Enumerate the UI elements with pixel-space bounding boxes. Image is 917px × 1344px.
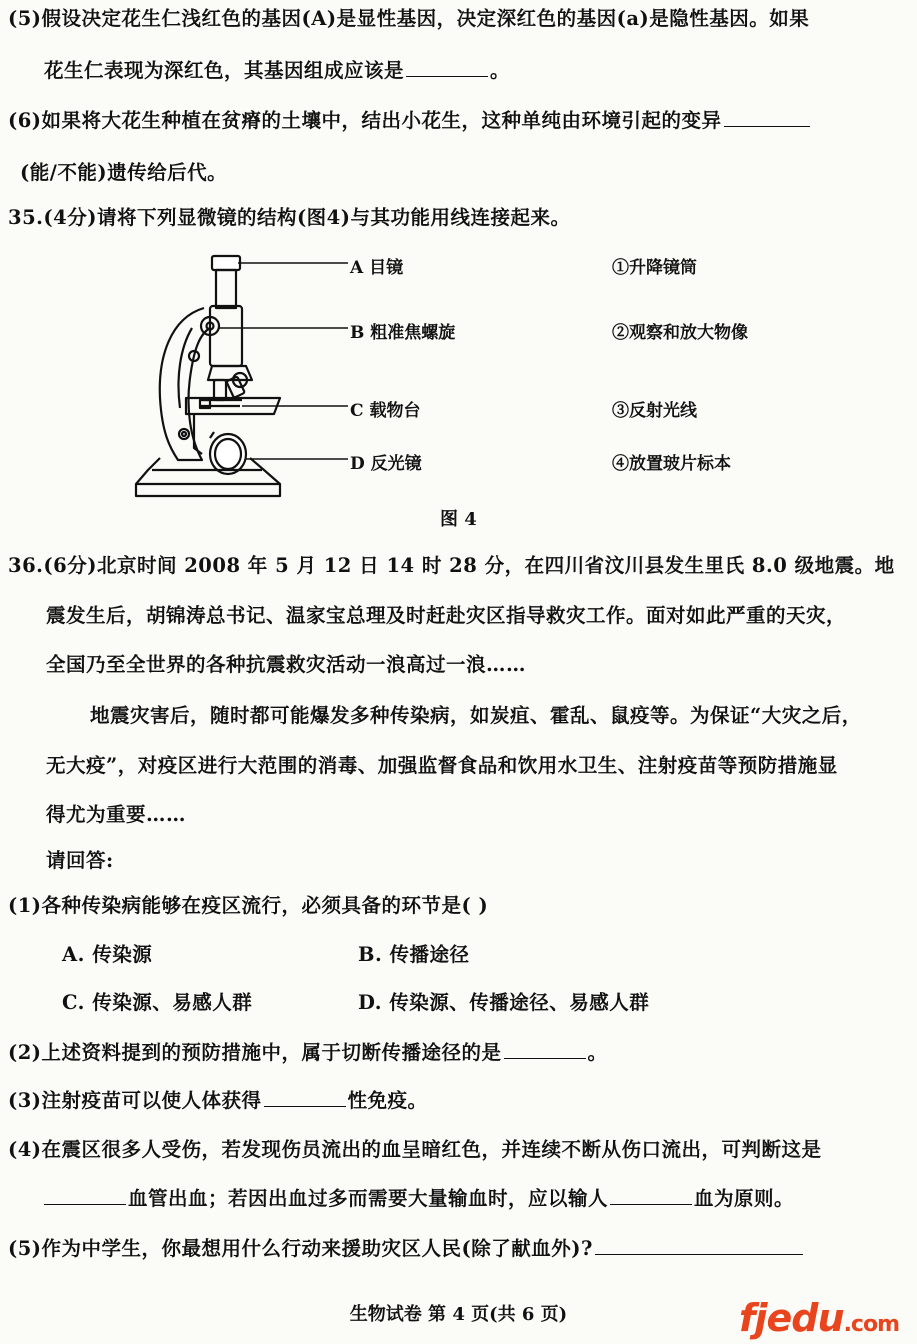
q36-item5: (5)作为中学生，你最想用什么行动来援助灾区人民(除了献血外)? bbox=[8, 1236, 805, 1262]
q36-prompt: 请回答: bbox=[46, 849, 114, 872]
option-b[interactable]: B. 传播途径 bbox=[358, 943, 470, 966]
function-label-3: ③反射光线 bbox=[612, 401, 697, 421]
page-footer: 生物试卷 第 4 页(共 6 页) bbox=[349, 1304, 568, 1325]
answer-blank[interactable] bbox=[724, 108, 810, 127]
answer-blank[interactable] bbox=[264, 1088, 346, 1107]
function-label-4: ④放置玻片标本 bbox=[612, 454, 731, 474]
answer-blank[interactable] bbox=[595, 1236, 803, 1255]
q34-item5-line2: 花生仁表现为深红色，其基因组成应该是 。 bbox=[44, 59, 511, 82]
q36-item4-line1: (4)在震区很多人受伤，若发现伤员流出的血呈暗红色，并连续不断从伤口流出，可判断这是 bbox=[8, 1138, 822, 1161]
structure-label-d: D 反光镜 bbox=[350, 454, 422, 474]
q34-item6-line2: (能/不能)遗传给后代。 bbox=[20, 161, 228, 184]
q36-title-line1: 36.(6分)北京时间 2008 年 5 月 12 日 14 时 28 分，在四川省汶川县发生里氏 8.0 级地震。地 bbox=[8, 554, 895, 577]
function-label-1: ①升降镜筒 bbox=[612, 258, 697, 278]
q34-item6-line1: (6)如果将大花生种植在贫瘠的土壤中，结出小花生，这种单纯由环境引起的变异 bbox=[8, 108, 812, 134]
q36-title-line2: 震发生后，胡锦涛总书记、温家宝总理及时赶赴灾区指导救灾工作。面对如此严重的天灾， bbox=[46, 604, 847, 627]
answer-blank[interactable] bbox=[610, 1186, 692, 1205]
q36-item3: (3)注射疫苗可以使人体获得 性免疫。 bbox=[8, 1089, 428, 1112]
q36-item2: (2)上述资料提到的预防措施中，属于切断传播途径的是 。 bbox=[8, 1041, 608, 1064]
q36-item1: (1)各种传染病能够在疫区流行，必须具备的环节是( ) bbox=[8, 894, 489, 917]
structure-label-a: A 目镜 bbox=[350, 258, 404, 278]
function-label-2: ②观察和放大物像 bbox=[612, 323, 748, 343]
q36-para2-line2: 无大疫”，对疫区进行大范围的消毒、加强监督食品和饮用水卫生、注射疫苗等预防措施显 bbox=[46, 754, 838, 777]
q34-item5-line1: (5)假设决定花生仁浅红色的基因(A)是显性基因，决定深红色的基因(a)是隐性基因。如果 bbox=[8, 7, 810, 30]
q36-para2-line1: 地震灾害后，随时都可能爆发多种传染病，如炭疽、霍乱、鼠疫等。为保证“大灾之后， bbox=[90, 704, 862, 727]
figure-caption: 图 4 bbox=[440, 509, 477, 530]
option-a[interactable]: A. 传染源 bbox=[62, 943, 153, 966]
q35-title: 35.(4分)请将下列显微镜的结构(图4)与其功能用线连接起来。 bbox=[8, 206, 571, 229]
q36-item4-line2: 血管出血；若因出血过多而需要大量输血时，应以输人 血为原则。 bbox=[44, 1186, 794, 1212]
watermark-logo: fjedu.com bbox=[738, 1296, 899, 1340]
answer-blank[interactable] bbox=[406, 58, 488, 77]
answer-blank[interactable] bbox=[504, 1040, 586, 1059]
microscope-figure bbox=[130, 248, 370, 503]
structure-label-b: B 粗准焦螺旋 bbox=[350, 323, 456, 343]
q36-para2-line3: 得尤为重要…… bbox=[46, 803, 187, 826]
option-d[interactable]: D. 传染源、传播途径、易感人群 bbox=[358, 991, 650, 1014]
structure-label-c: C 载物台 bbox=[350, 401, 421, 421]
answer-blank[interactable] bbox=[44, 1186, 126, 1205]
option-c[interactable]: C. 传染源、易感人群 bbox=[62, 991, 253, 1014]
q36-title-line3: 全国乃至全世界的各种抗震救灾活动一浪高过一浪…… bbox=[46, 653, 527, 676]
